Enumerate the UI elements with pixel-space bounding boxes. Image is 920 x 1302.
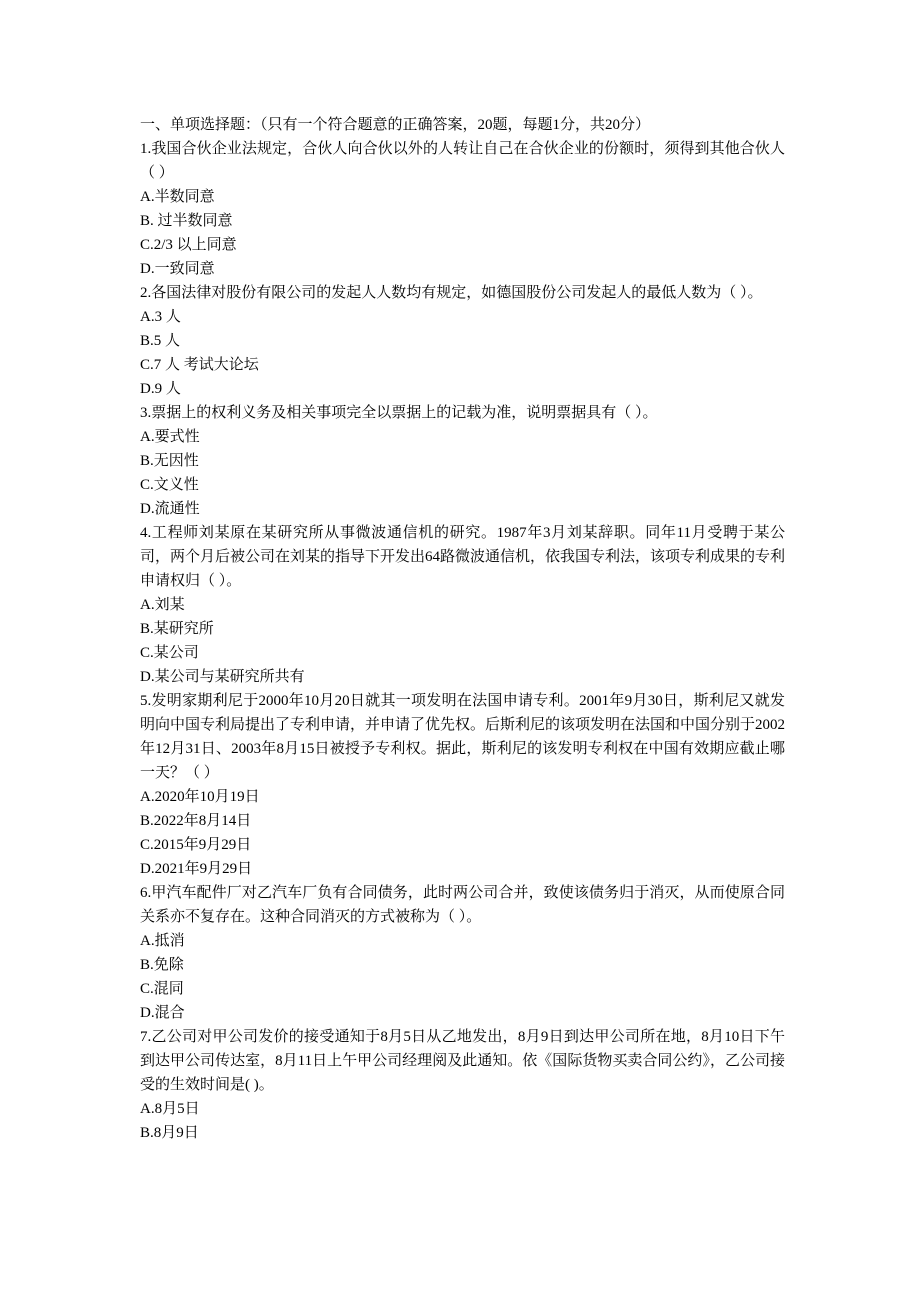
option-b: B. 过半数同意 [140, 213, 233, 229]
option-b: B.5 人 [140, 333, 181, 349]
question-stem: 3.票据上的权利义务及相关事项完全以票据上的记载为准，说明票据具有（ ）。 [140, 405, 658, 421]
option-c: C.文义性 [140, 477, 199, 493]
option-a: A.8月5日 [140, 1101, 200, 1117]
section-title: 一、单项选择题：（只有一个符合题意的正确答案，20题，每题1分，共20分） [140, 117, 651, 133]
option-d: D.9 人 [140, 381, 181, 397]
question-stem: 2.各国法律对股份有限公司的发起人人数均有规定，如德国股份公司发起人的最低人数为（ ）。 [140, 285, 763, 301]
option-b: B.8月9日 [140, 1125, 199, 1141]
question-stem: 4.工程师刘某原在某研究所从事微波通信机的研究。1987年3月刘某辞职。同年11月受聘于某公司，两个月后被公司在刘某的指导下开发出64路微波通信机，依我国专利法，该项专利成果的专利申请权归（ ）。 [140, 525, 786, 589]
question-stem: 7.乙公司对甲公司发价的接受通知于8月5日从乙地发出，8月9日到达甲公司所在地，8月10日下午到达甲公司传达室，8月11日上午甲公司经理阅及此通知。依《国际货物买卖合同公约》，乙公司接受的生效时间是( )。 [140, 1029, 785, 1093]
question-6 [140, 881, 785, 1025]
option-c: C.2015年9月29日 [140, 837, 252, 853]
option-b: B.某研究所 [140, 621, 214, 637]
question-stem: 1.我国合伙企业法规定，合伙人向合伙以外的人转让自己在合伙企业的份额时，须得到其他合伙人（ ） [140, 141, 785, 181]
option-a: A.3 人 [140, 309, 181, 325]
option-c: C.2/3 以上同意 [140, 237, 237, 253]
option-d: D.某公司与某研究所共有 [140, 669, 305, 685]
question-2 [140, 281, 785, 401]
option-c: C.某公司 [140, 645, 199, 661]
question-4 [140, 521, 785, 689]
document-page [140, 113, 785, 1145]
option-a: A.抵消 [140, 933, 185, 949]
option-d: D.一致同意 [140, 261, 215, 277]
option-d: D.混合 [140, 1005, 185, 1021]
question-stem: 5.发明家期利尼于2000年10月20日就其一项发明在法国申请专利。2001年9月30日，斯利尼又就发明向中国专利局提出了专利申请，并申请了优先权。后斯利尼的该项发明在法国和中国分别于2002年12月31日、2003年8月15日被授予专利权。据此，斯利尼的该发明专利权在中国有效期应截止哪一天？（ ） [140, 693, 786, 781]
question-1 [140, 137, 785, 281]
question-5 [140, 689, 785, 881]
option-b: B.免除 [140, 957, 184, 973]
option-a: A.半数同意 [140, 189, 215, 205]
option-c: C.7 人 考试大论坛 [140, 357, 259, 373]
option-a: A.要式性 [140, 429, 200, 445]
question-stem: 6.甲汽车配件厂对乙汽车厂负有合同债务，此时两公司合并，致使该债务归于消灭，从而使原合同关系亦不复存在。这种合同消灭的方式被称为（ ）。 [140, 885, 785, 925]
question-7 [140, 1025, 785, 1145]
option-a: A.2020年10月19日 [140, 789, 260, 805]
question-3 [140, 401, 785, 521]
option-c: C.混同 [140, 981, 184, 997]
option-a: A.刘某 [140, 597, 185, 613]
option-d: D.流通性 [140, 501, 200, 517]
option-b: B.无因性 [140, 453, 199, 469]
option-b: B.2022年8月14日 [140, 813, 252, 829]
option-d: D.2021年9月29日 [140, 861, 253, 877]
